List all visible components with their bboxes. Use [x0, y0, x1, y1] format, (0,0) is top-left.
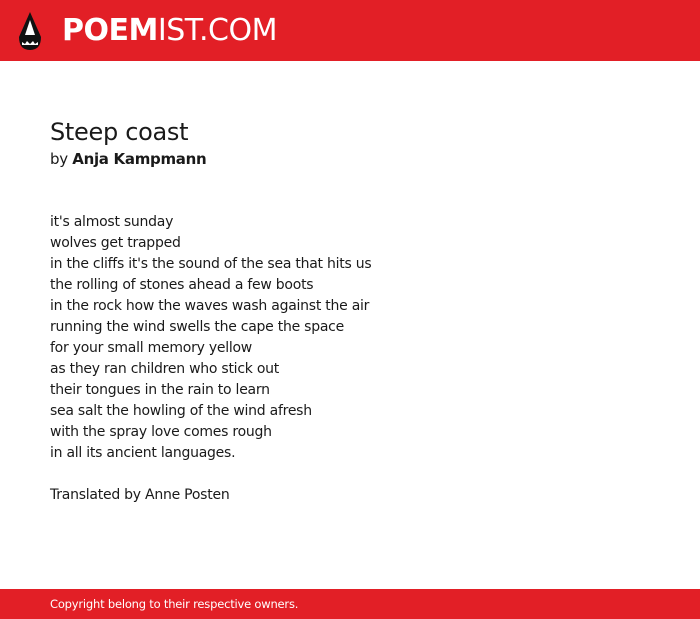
poem-line: in the cliffs it's the sound of the sea that hits us	[50, 256, 372, 272]
author-name: Anja Kampmann	[72, 150, 207, 168]
poem-line: for your small memory yellow	[50, 340, 253, 356]
brand-wordmark	[62, 12, 277, 48]
site-header	[0, 0, 700, 61]
poem-line: it's almost sunday	[50, 214, 174, 230]
brand-light: IST.COM	[157, 12, 277, 48]
home-logo-link[interactable]	[17, 11, 277, 51]
poem-line: sea salt the howling of the wind afresh	[50, 403, 312, 419]
byline	[50, 150, 650, 168]
poem-line: running the wind swells the cape the space	[50, 319, 344, 335]
site-footer	[0, 589, 700, 619]
poem-line: as they ran children who stick out	[50, 361, 280, 377]
poem-content	[50, 118, 650, 506]
poem-body	[50, 212, 650, 464]
by-label: by	[50, 150, 68, 168]
poem-title: Steep coast	[50, 118, 189, 146]
pencil-tip-icon	[17, 11, 43, 51]
translator-credit: Translated by Anne Posten	[50, 487, 230, 503]
poem-line: in all its ancient languages.	[50, 445, 236, 461]
brand-bold: POEM	[62, 12, 158, 48]
copyright-notice: Copyright belong to their respective owners.	[50, 597, 299, 611]
poem-line: in the rock how the waves wash against the air	[50, 298, 370, 314]
poem-line: their tongues in the rain to learn	[50, 382, 270, 398]
poem-line: wolves get trapped	[50, 235, 181, 251]
poem-line: with the spray love comes rough	[50, 424, 272, 440]
poem-line: the rolling of stones ahead a few boots	[50, 277, 314, 293]
